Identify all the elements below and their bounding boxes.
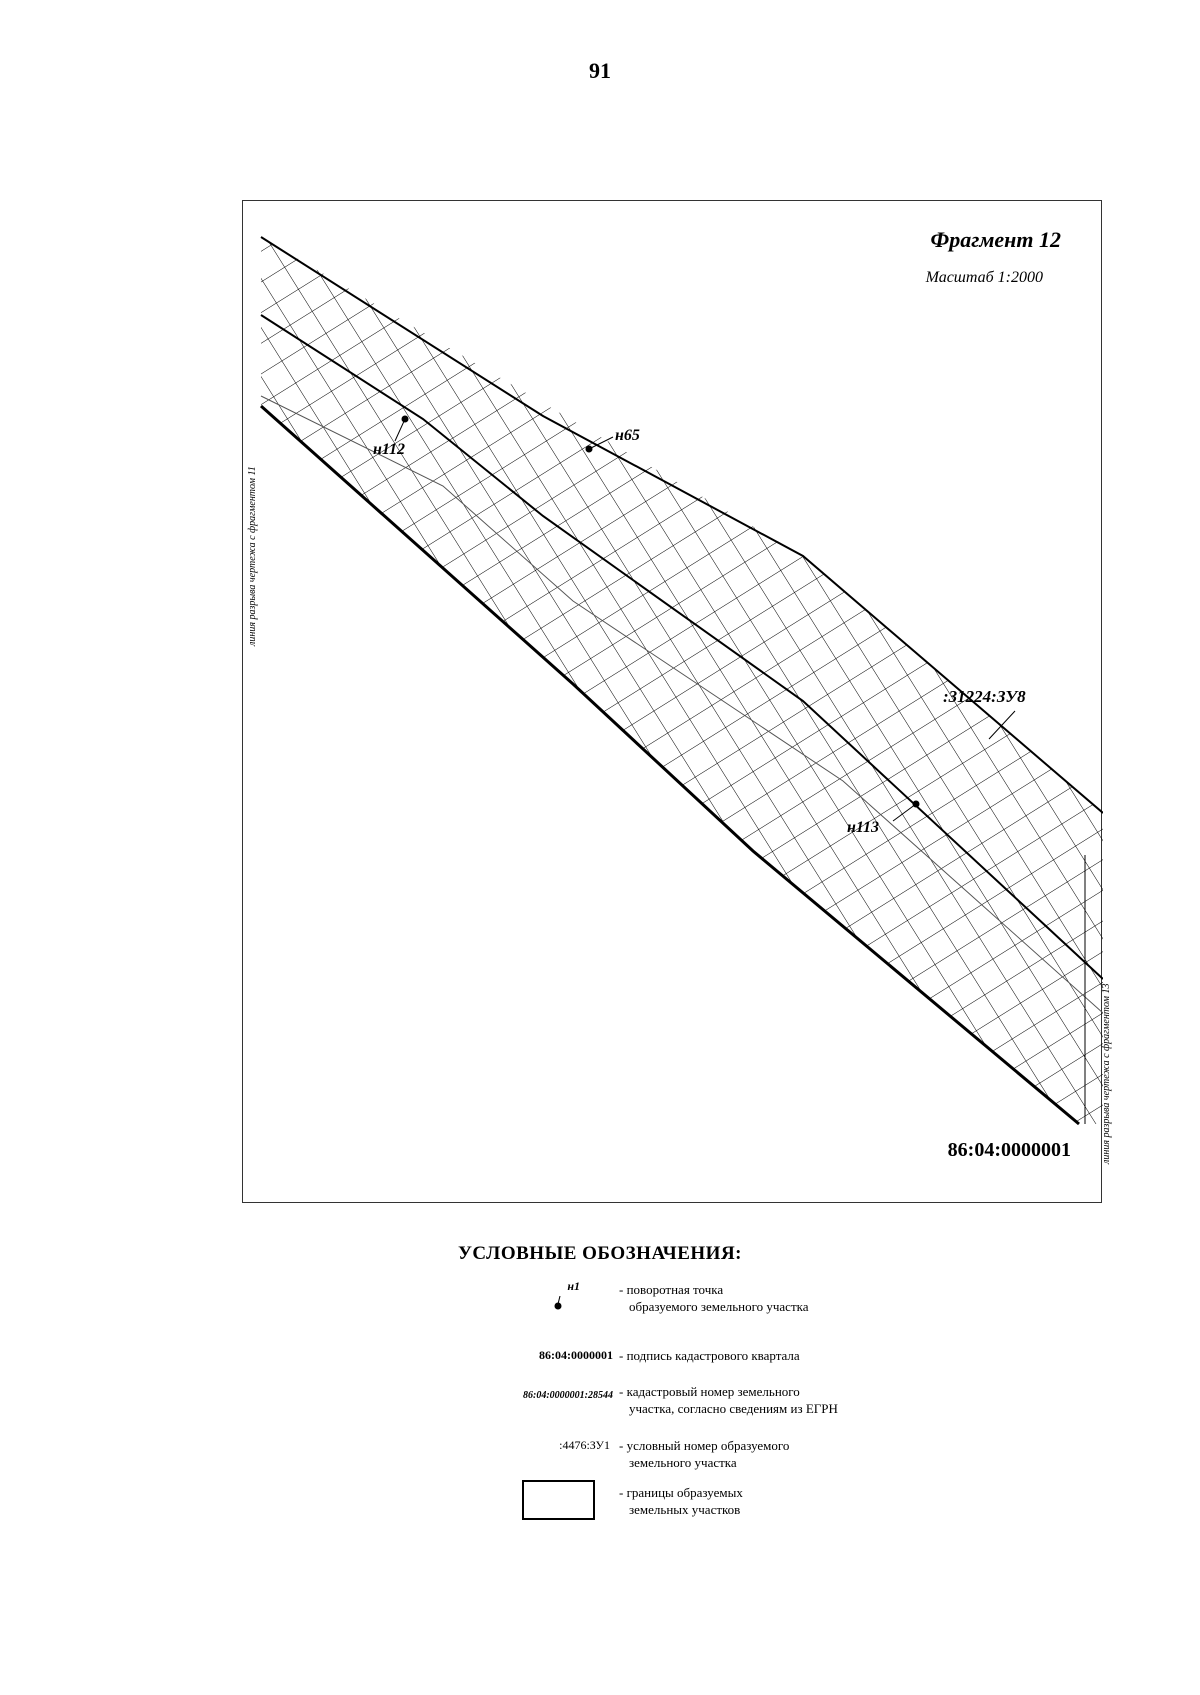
legend-desc-point: - поворотная точка образуемого земельного участка (619, 1282, 809, 1314)
fragment-title: Фрагмент 12 (930, 227, 1061, 252)
legend-desc-parcel-number: - условный номер образуемого земельного участка (619, 1438, 790, 1470)
legend-desc-cadastral-number: - кадастровый номер земельного участка, согласно сведениям из ЕГРН (619, 1384, 838, 1416)
scale-label: Масштаб 1:2000 (925, 269, 1043, 286)
map-frame (242, 200, 1112, 1203)
parcel-number-label: :31224:ЗУ8 (943, 687, 1026, 706)
parcel-area (261, 237, 1103, 1124)
legend-key-point: н1 (567, 1279, 580, 1293)
right-break-line-label: линия разрыва чертежа с фрагментом 13 (1101, 983, 1112, 1164)
point-label-n113: н113 (847, 819, 879, 836)
left-break-line-label: линия разрыва чертежа с фрагментом 11 (247, 466, 258, 646)
legend-key-cadastral-number: 86:04:0000001:28544 (523, 1390, 613, 1401)
point-label-n65: н65 (615, 427, 640, 444)
legend-desc-boundaries: - границы образуемых земельных участков (619, 1485, 743, 1517)
boundary-box-icon (522, 1480, 595, 1520)
point-label-n112: н112 (373, 441, 405, 458)
legend-key-parcel-number: :4476:ЗУ1 (559, 1438, 610, 1452)
legend-desc-quarter: - подпись кадастрового квартала (619, 1348, 800, 1363)
point-marker-icon (553, 1296, 567, 1312)
page-number: 91 (589, 58, 611, 83)
legend-title: УСЛОВНЫЕ ОБОЗНАЧЕНИЯ: (457, 1243, 742, 1264)
legend-key-quarter: 86:04:0000001 (539, 1348, 613, 1362)
cadastral-quarter-label: 86:04:0000001 (947, 1139, 1071, 1161)
